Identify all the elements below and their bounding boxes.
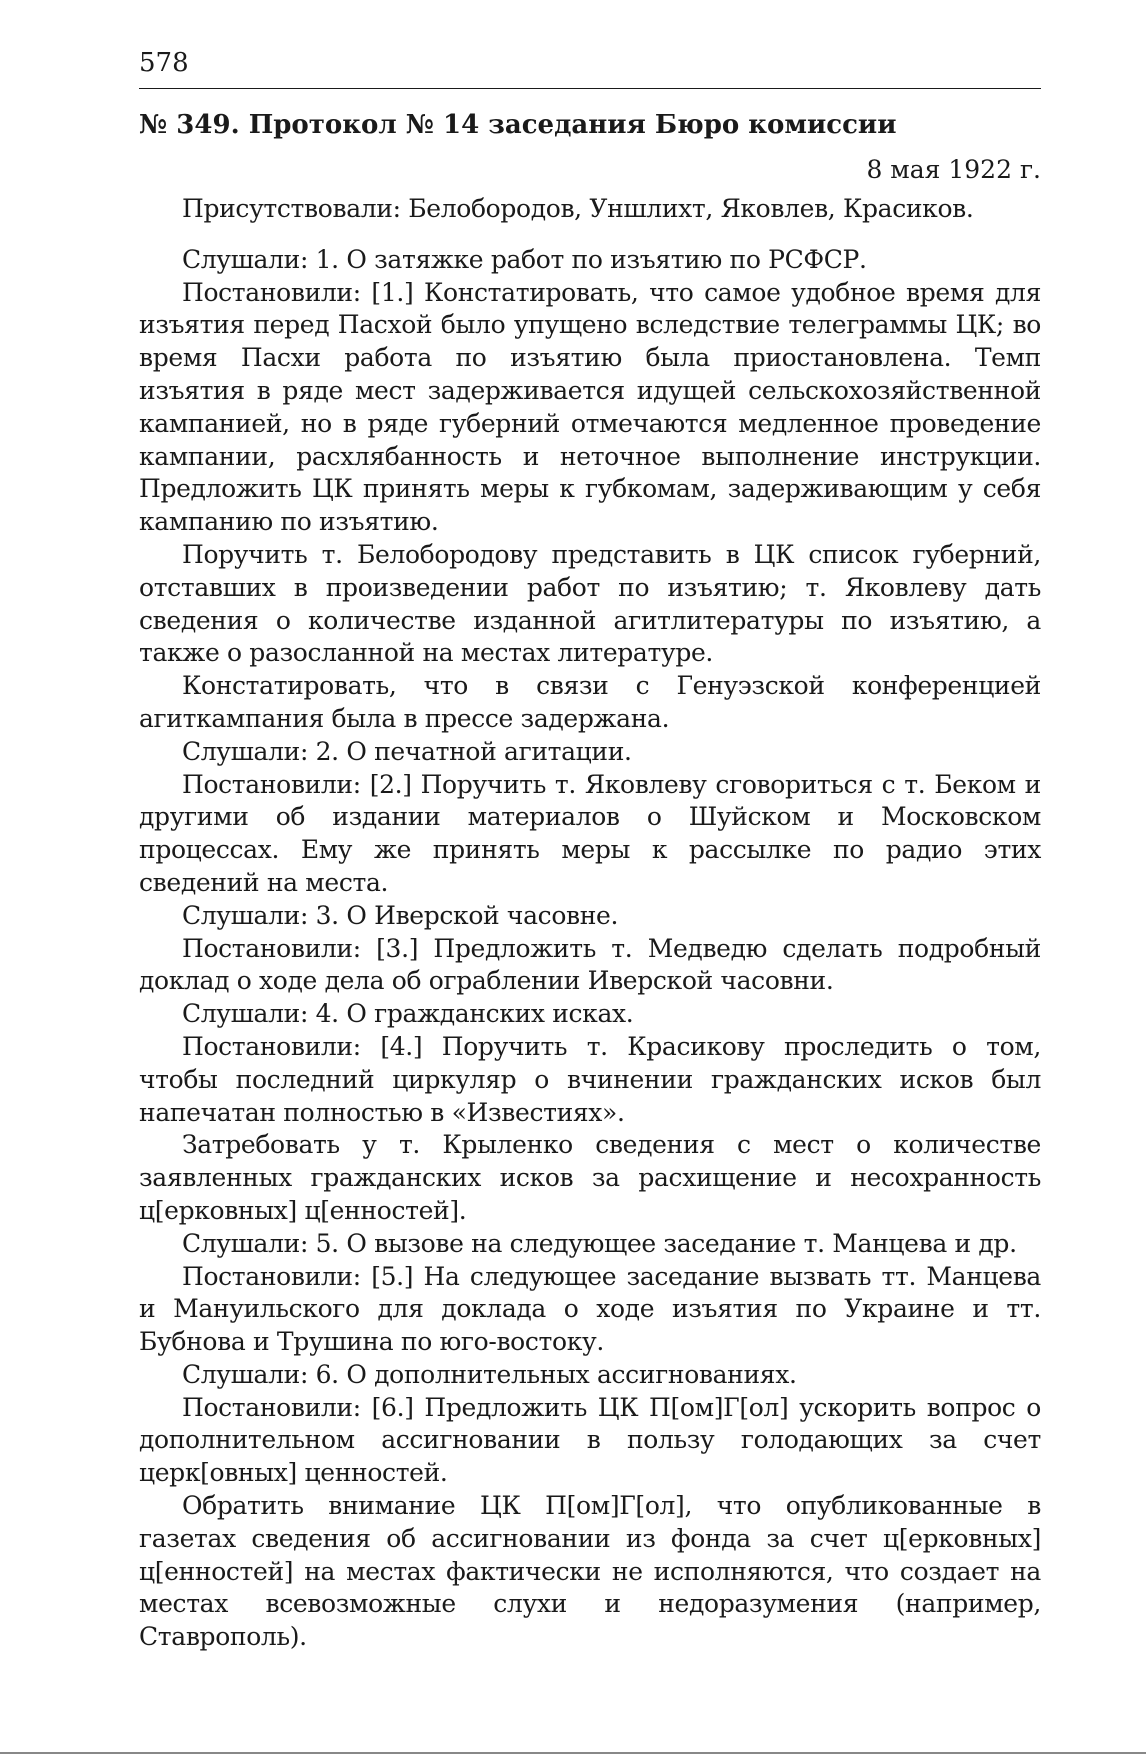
instruction-paragraph: Поручить т. Белобородову представить в ЦК список губерний, отставших в произведении работ по изъятию; т. Яковлеву дать сведения о количестве изданной агитлитературы по изъятию, а также о разосланной на местах литературе. (139, 539, 1041, 668)
heard-item-1: Слушали: 1. О затяжке работ по изъятию по РСФСР. (182, 244, 867, 274)
resolved-item-2: Постановили: [2.] Поручить т. Яковлеву сговориться с т. Беком и другими об издании материалов о Шуйском и Московском процессах. Ему же принять меры к рассылке по радио этих сведений на места. (139, 769, 1041, 897)
resolved-item-6: Постановили: [6.] Предложить ЦК П[ом]Г[ол] ускорить вопрос о дополнительном ассигновании в пользу голодающих за счет церк[овных] ценностей. (139, 1392, 1041, 1488)
genoa-paragraph: Констатировать, что в связи с Генуэзской конференцией агиткампания была в прессе задержана. (139, 671, 1041, 733)
footer-rule (0, 1752, 1146, 1754)
resolved-item-3: Постановили: [3.] Предложить т. Медведю сделать подробный доклад о ходе дела об ограблении Иверской часовни. (139, 933, 1041, 996)
heard-item-4: Слушали: 4. О гражданских исках. (182, 999, 634, 1029)
closing-paragraph: Обратить внимание ЦК П[ом]Г[ол], что опубликованные в газетах сведения об ассигновании из фонда за счет ц[ерковных] ц[енностей] на местах фактически не исполняются, что создает на местах всевозможные слухи и недоразумения (например, Ставрополь). (139, 1491, 1041, 1652)
heard-item-2: Слушали: 2. О печатной агитации. (182, 736, 632, 766)
document-date: 8 мая 1922 г. (866, 155, 1041, 184)
resolved-item-1: Постановили: [1.] Констатировать, что самое удобное время для изъятия перед Пасхой было упущено вследствие телеграммы ЦК; во время Пасхи работа по изъятию была приостановлена. Темп изъятия в ряде мест задерживается идущей сельскохозяйственной кампанией, но в ряде губерний отмечаются медленное проведение кампании, расхлябанность и неточное выполнение инструкции. Предложить ЦК принять меры к губкомам, задерживающим у себя кампанию по изъятию. (139, 277, 1041, 537)
attendees-paragraph: Присутствовали: Белобородов, Уншлихт, Яковлев, Красиков. (182, 194, 974, 223)
heard-item-5: Слушали: 5. О вызове на следующее заседание т. Манцева и др. (182, 1228, 1017, 1258)
header-rule (139, 88, 1041, 89)
heard-item-6: Слушали: 6. О дополнительных ассигнованиях. (182, 1359, 797, 1389)
resolved-item-4: Постановили: [4.] Поручить т. Красикову проследить о том, чтобы последний циркуляр о вчинении гражданских исков был напечатан полностью в «Известиях». (139, 1031, 1041, 1127)
krylenko-paragraph: Затребовать у т. Крыленко сведения с мест о количестве заявленных гражданских исков за расхищение и несохранность ц[ерковных] ц[енностей]. (139, 1130, 1041, 1225)
document-title: № 349. Протокол № 14 заседания Бюро комиссии (139, 110, 897, 140)
page-number: 578 (139, 48, 189, 78)
heard-item-3: Слушали: 3. О Иверской часовне. (182, 900, 619, 930)
document-body (139, 105, 1041, 1654)
resolved-item-5: Постановили: [5.] На следующее заседание вызвать тт. Манцева и Мануильского для доклада о ходе изъятия по Украине и тт. Бубнова и Трушина по юго-востоку. (139, 1261, 1041, 1357)
